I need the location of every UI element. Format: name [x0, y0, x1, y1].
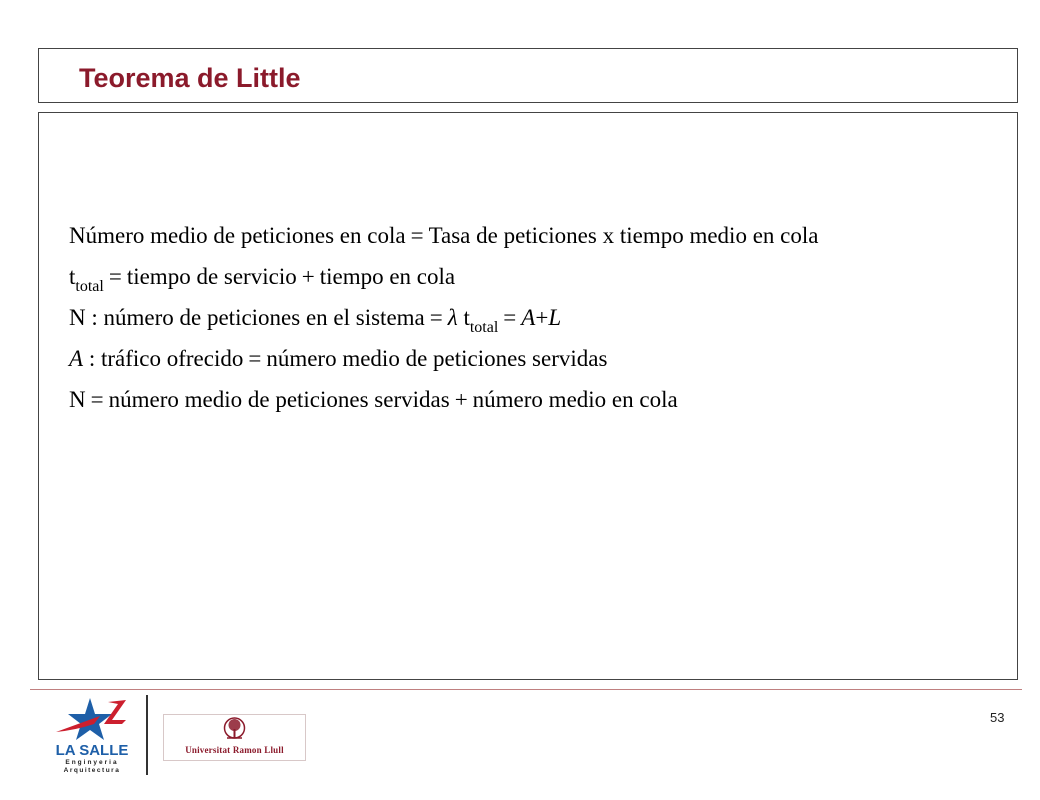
formula-4-a: A: [69, 346, 84, 371]
formula-line-4: [69, 347, 607, 370]
formula-4-rhs: número medio de peticiones servidas: [266, 346, 608, 371]
content-box: [38, 112, 1018, 680]
formula-line-5: [69, 388, 678, 411]
formula-3-equals-2: =: [503, 305, 517, 330]
formula-1-rhs: Tasa de peticiones x tiempo medio en cola: [428, 223, 819, 248]
formula-2-equals: =: [108, 264, 122, 289]
formula-1-lhs: Número medio de peticiones en cola: [69, 223, 406, 248]
formula-5-plus: +: [454, 387, 468, 412]
lasalle-line1: Enginyeria: [65, 759, 119, 766]
formula-line-2: [69, 265, 455, 295]
url-logo: [163, 714, 306, 761]
formula-line-1: [69, 224, 818, 247]
formula-3-var: t: [463, 305, 470, 330]
formula-4-lhs: : tráfico ofrecido: [83, 346, 244, 371]
lasalle-line2: Arquitectura: [63, 767, 121, 774]
formula-5-term1: número medio de peticiones servidas: [108, 387, 450, 412]
formula-5-term2: número medio en cola: [472, 387, 678, 412]
formula-3-lambda: λ: [447, 305, 458, 330]
lasalle-logo: [48, 694, 136, 774]
tree-icon: [164, 715, 305, 745]
slide-title: Teorema de Little: [79, 63, 301, 93]
url-name: Universitat Ramon Llull: [185, 745, 284, 755]
formula-3-lhs: N : número de peticiones en el sistema: [69, 305, 425, 330]
footer-divider: [30, 689, 1022, 690]
formula-2-term1: tiempo de servicio: [126, 264, 297, 289]
formula-3-a: A: [521, 305, 536, 330]
formula-2-subscript: total: [75, 278, 104, 295]
formula-3-plus: +: [535, 305, 549, 330]
formula-2-term2: tiempo en cola: [319, 264, 456, 289]
formula-3-subscript: total: [469, 319, 499, 336]
lasalle-star-icon: [48, 694, 136, 774]
title-box: [38, 48, 1018, 103]
formula-4-equals: =: [248, 346, 262, 371]
formula-5-lhs: N: [69, 387, 86, 412]
formula-line-3: [69, 306, 561, 336]
formula-5-equals: =: [90, 387, 104, 412]
formula-2-plus: +: [301, 264, 315, 289]
logo-divider: [146, 695, 148, 775]
formula-1-equals: =: [410, 223, 424, 248]
page-number: 53: [990, 710, 1005, 725]
formula-3-equals-1: =: [429, 305, 443, 330]
lasalle-name: LA SALLE: [55, 742, 129, 759]
formula-3-l: L: [548, 305, 562, 330]
formula-2-var: t: [69, 264, 76, 289]
